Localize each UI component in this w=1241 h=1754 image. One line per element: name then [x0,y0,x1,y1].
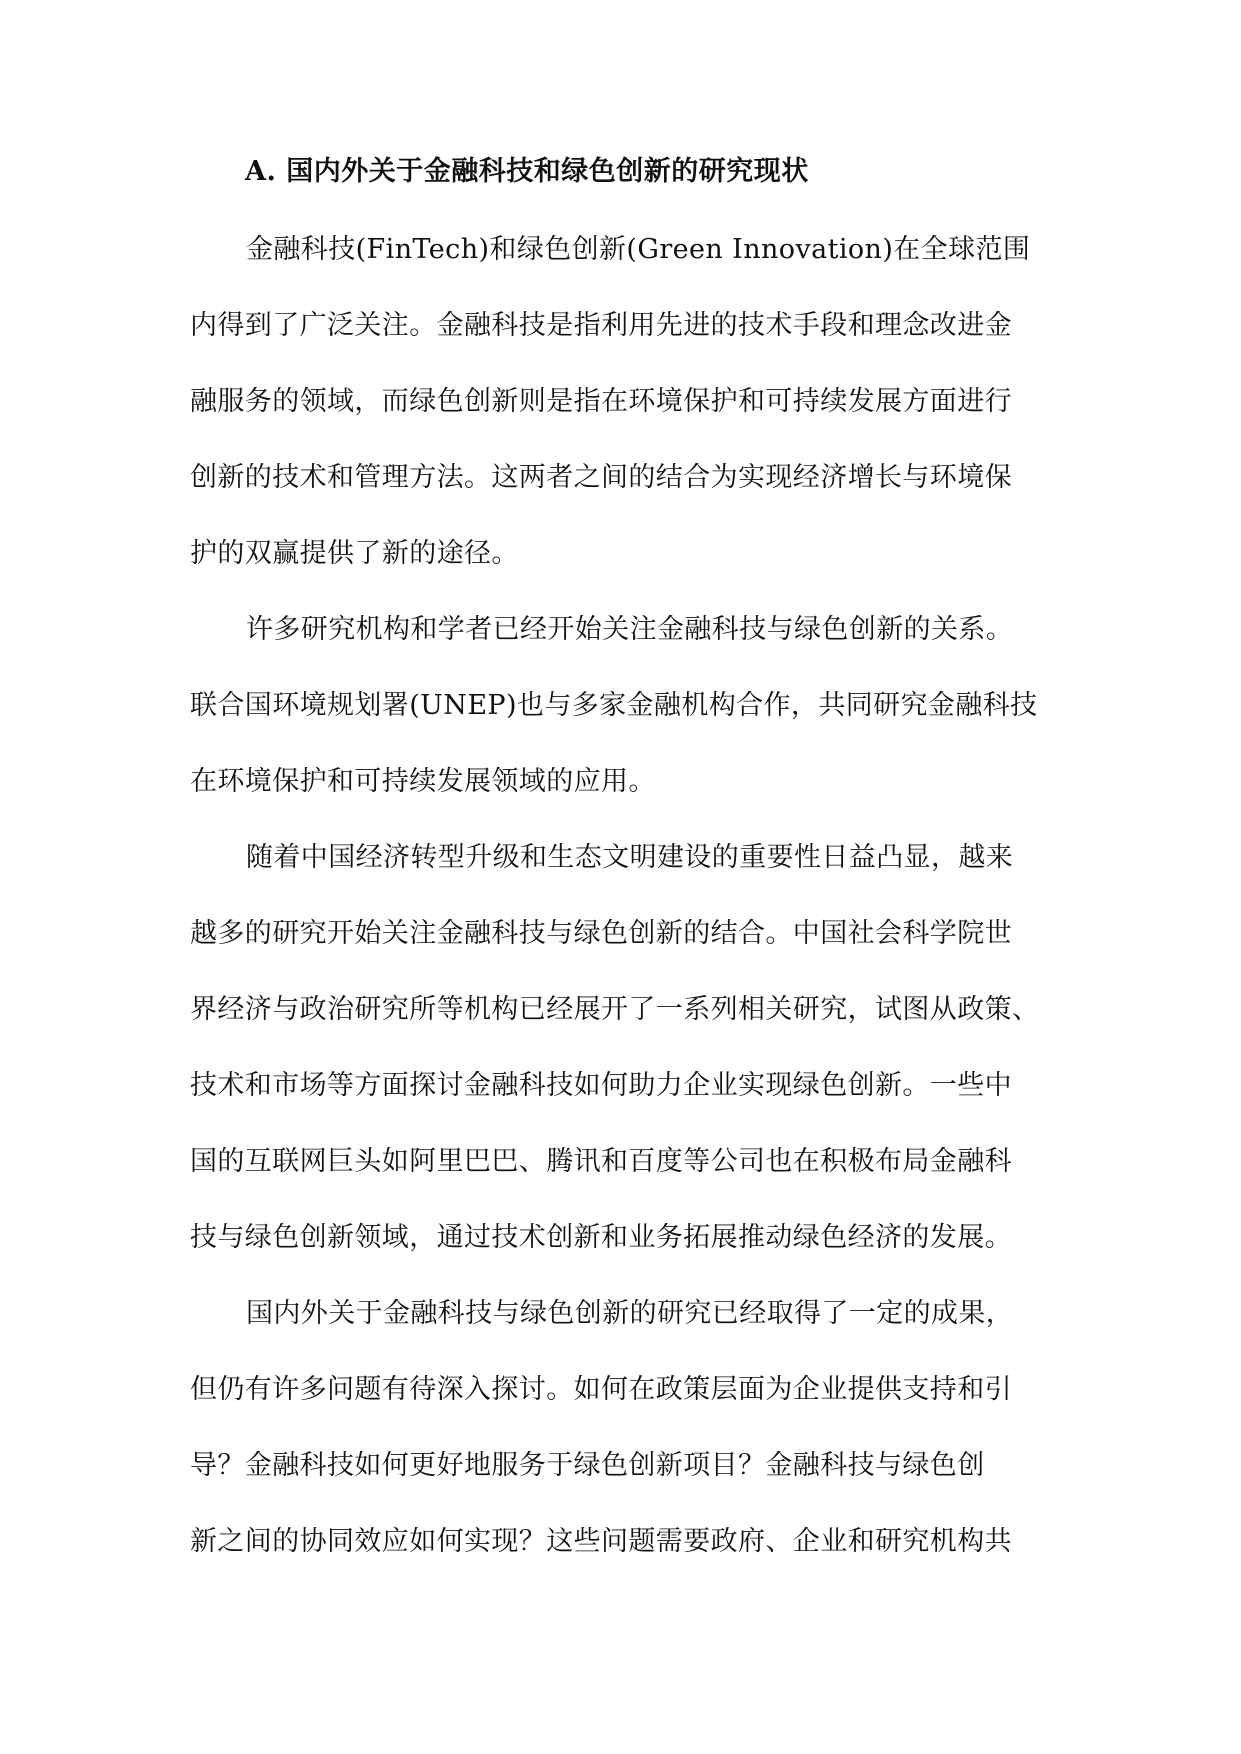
paragraph-3-line-4: 技术和市场等方面探讨金融科技如何助力企业实现绿色创新。一些中 [190,1070,1012,1101]
paragraph-3-line-6: 技与绿色创新领域，通过技术创新和业务拓展推动绿色经济的发展。 [190,1222,1012,1253]
paragraph-3-line-5: 国的互联网巨头如阿里巴巴、腾讯和百度等公司也在积极布局金融科 [190,1146,1012,1177]
paragraph-4-line-1: 国内外关于金融科技与绿色创新的研究已经取得了一定的成果， [246,1298,1014,1329]
paragraph-4-line-2: 但仍有许多问题有待深入探讨。如何在政策层面为企业提供支持和引 [190,1374,1012,1405]
paragraph-1-line-4: 创新的技术和管理方法。这两者之间的结合为实现经济增长与环境保 [190,462,1012,493]
section-heading: A. 国内外关于金融科技和绿色创新的研究现状 [245,156,809,187]
paragraph-1-line-1: 金融科技(FinTech)和绿色创新(Green Innovation)在全球范围 [246,234,1031,265]
paragraph-1-line-2: 内得到了广泛关注。金融科技是指利用先进的技术手段和理念改进金 [190,310,1012,341]
paragraph-2-line-1: 许多研究机构和学者已经开始关注金融科技与绿色创新的关系。 [246,614,1014,645]
paragraph-4-line-3: 导？金融科技如何更好地服务于绿色创新项目？金融科技与绿色创 [190,1450,985,1481]
paragraph-1-line-5: 护的双赢提供了新的途径。 [190,538,519,569]
paragraph-1-line-3: 融服务的领域，而绿色创新则是指在环境保护和可持续发展方面进行 [190,386,1012,417]
paragraph-3-line-2: 越多的研究开始关注金融科技与绿色创新的结合。中国社会科学院世 [190,918,1012,949]
paragraph-2-line-3: 在环境保护和可持续发展领域的应用。 [190,766,656,797]
paragraph-4-line-4: 新之间的协同效应如何实现？这些问题需要政府、企业和研究机构共 [190,1526,1012,1557]
paragraph-2-line-2: 联合国环境规划署(UNEP)也与多家金融机构合作，共同研究金融科技 [190,690,1038,721]
paragraph-3-line-1: 随着中国经济转型升级和生态文明建设的重要性日益凸显，越来 [246,842,1014,873]
paragraph-3-line-3: 界经济与政治研究所等机构已经展开了一系列相关研究，试图从政策、 [190,994,1040,1025]
